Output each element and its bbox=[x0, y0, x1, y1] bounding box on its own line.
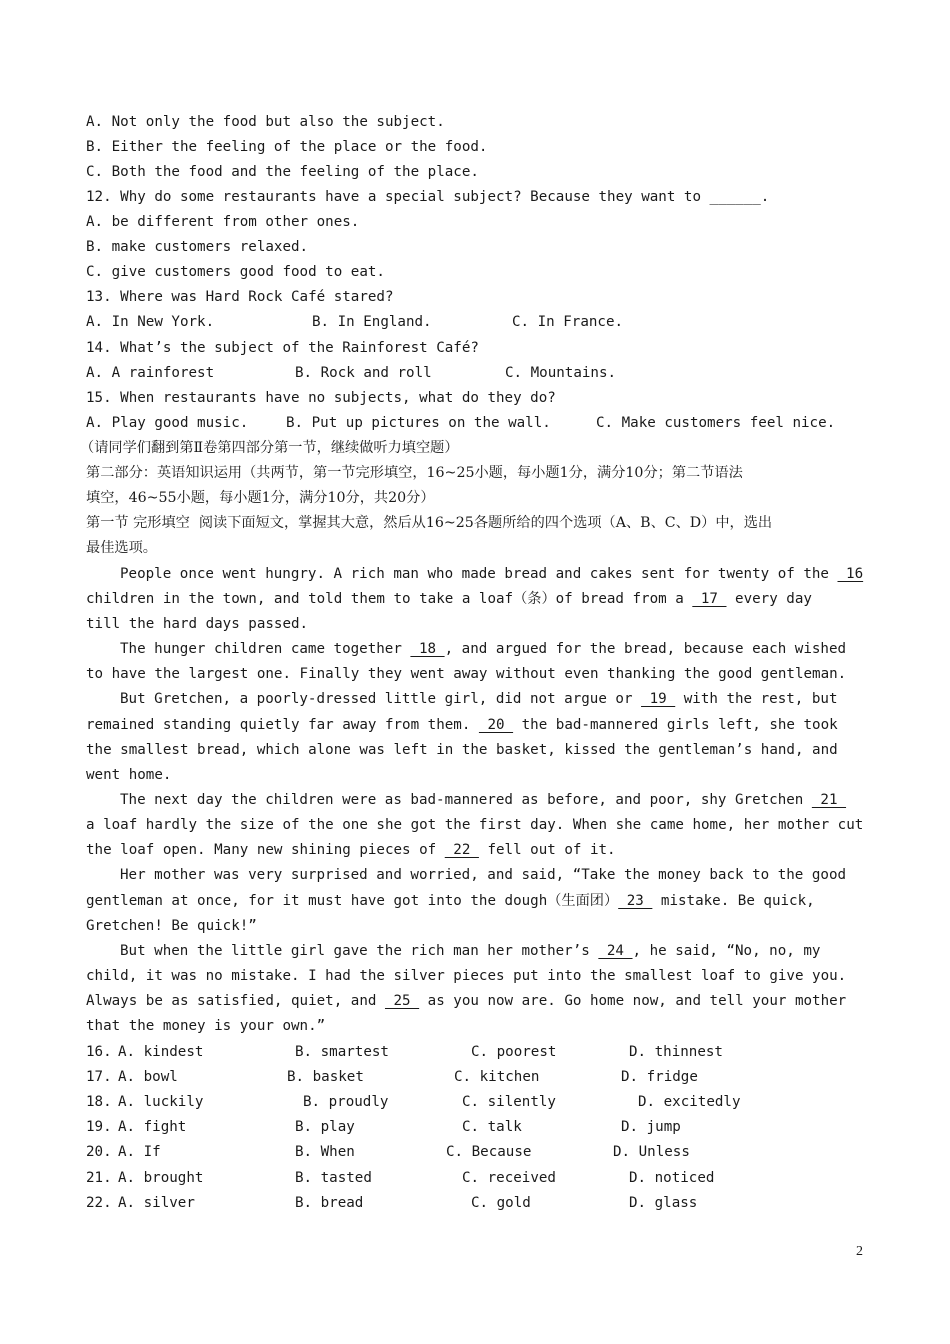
q15-stem: 15. When restaurants have no subjects, what do they do? bbox=[86, 390, 556, 406]
passage-line: the loaf open. Many new shining pieces of 22 fell out of it. bbox=[86, 842, 616, 858]
choice-option-d: D. noticed bbox=[629, 1170, 715, 1186]
q14-option-b: B. Rock and roll bbox=[295, 365, 432, 381]
q11-option-b: B. Either the feeling of the place or the food. bbox=[86, 139, 488, 155]
blank-22: 22 bbox=[444, 842, 479, 858]
passage-line: gentleman at once, for it must have got into the dough（生面团） 23 mistake. Be quick, bbox=[86, 893, 815, 909]
q12-option-c: C. give customers good food to eat. bbox=[86, 264, 385, 280]
choice-option-b: B. bread bbox=[295, 1195, 364, 1211]
blank-19: 19 bbox=[641, 691, 676, 707]
choice-option-a: A. fight bbox=[118, 1119, 187, 1135]
blank-21: 21 bbox=[811, 792, 847, 808]
q14-option-a: A. A rainforest bbox=[86, 365, 215, 381]
choice-option-a: A. luckily bbox=[118, 1094, 204, 1110]
choice-option-d: D. jump bbox=[621, 1119, 681, 1135]
q13-option-b: B. In England. bbox=[312, 314, 432, 330]
q12-stem: 12. Why do some restaurants have a special subject? Because they want to ______. bbox=[86, 189, 770, 205]
passage-line: went home. bbox=[86, 767, 172, 783]
choice-option-a: A. brought bbox=[118, 1170, 204, 1186]
passage-line: till the hard days passed. bbox=[86, 616, 309, 632]
choice-option-b: B. tasted bbox=[295, 1170, 372, 1186]
choice-option-c: C. poorest bbox=[471, 1044, 557, 1060]
choice-option-b: B. smartest bbox=[295, 1044, 389, 1060]
choice-option-c: C. talk bbox=[462, 1119, 522, 1135]
choice-option-c: C. received bbox=[462, 1170, 556, 1186]
passage-line: The hunger children came together 18 , and argued for the bread, because each wished bbox=[120, 641, 847, 657]
passage-line: But when the little girl gave the rich man her mother’s 24 , he said, “No, no, my bbox=[120, 943, 821, 959]
passage-line: to have the largest one. Finally they went away without even thanking the good gentleman. bbox=[86, 666, 847, 682]
choice-number: 19. bbox=[86, 1119, 112, 1135]
choice-option-a: A. bowl bbox=[118, 1069, 178, 1085]
q11-option-c: C. Both the food and the feeling of the place. bbox=[86, 164, 479, 180]
choice-number: 20. bbox=[86, 1144, 112, 1160]
passage-line: remained standing quietly far away from them. 20 the bad-mannered girls left, she took bbox=[86, 717, 838, 733]
page-number: 2 bbox=[856, 1244, 863, 1259]
q14-stem: 14. What’s the subject of the Rainforest Café? bbox=[86, 340, 479, 356]
passage-line: that the money is your own.” bbox=[86, 1018, 326, 1034]
choice-option-d: D. fridge bbox=[621, 1069, 698, 1085]
passage-line: Always be as satisfied, quiet, and 25 as you now are. Go home now, and tell your mother bbox=[86, 993, 847, 1009]
choice-number: 16. bbox=[86, 1044, 112, 1060]
passage-line: Gretchen! Be quick!” bbox=[86, 918, 257, 934]
choice-option-b: B. When bbox=[295, 1144, 355, 1160]
choice-option-b: B. basket bbox=[287, 1069, 364, 1085]
passage-line: But Gretchen, a poorly-dressed little girl, did not argue or 19 with the rest, but bbox=[120, 691, 838, 707]
q12-option-a: A. be different from other ones. bbox=[86, 214, 360, 230]
q15-option-b: B. Put up pictures on the wall. bbox=[286, 415, 551, 431]
choice-option-b: B. play bbox=[295, 1119, 355, 1135]
choice-option-b: B. proudly bbox=[303, 1094, 389, 1110]
q15-option-a: A. Play good music. bbox=[86, 415, 249, 431]
passage-line: Her mother was very surprised and worried, and said, “Take the money back to the good bbox=[120, 867, 847, 883]
listening-notice: （请同学们翻到第Ⅱ卷第四部分第一节，继续做听力填空题） bbox=[80, 440, 459, 456]
choice-option-a: A. kindest bbox=[118, 1044, 204, 1060]
choice-option-d: D. glass bbox=[629, 1195, 698, 1211]
passage-line: a loaf hardly the size of the one she got the first day. When she came home, her mother cut bbox=[86, 817, 864, 833]
choice-number: 17. bbox=[86, 1069, 112, 1085]
choice-number: 21. bbox=[86, 1170, 112, 1186]
blank-24: 24 bbox=[598, 943, 633, 959]
blank-17: 17 bbox=[692, 591, 727, 607]
part2-heading-line1: 第二部分：英语知识运用（共两节，第一节完形填空，16~25小题，每小题1分，满分10分；第二节语法 bbox=[86, 465, 743, 481]
choice-option-c: C. gold bbox=[471, 1195, 531, 1211]
passage-line: the smallest bread, which alone was left in the basket, kissed the gentleman’s hand, and bbox=[86, 742, 838, 758]
choice-option-a: A. silver bbox=[118, 1195, 195, 1211]
section1-instructions-line1: 第一节 完形填空 阅读下面短文，掌握其大意，然后从16~25各题所给的四个选项（A、B、C、D）中，选出 bbox=[86, 515, 773, 531]
choice-number: 22. bbox=[86, 1195, 112, 1211]
passage-line: child, it was no mistake. I had the silver pieces put into the smallest loaf to give you. bbox=[86, 968, 847, 984]
choice-number: 18. bbox=[86, 1094, 112, 1110]
q11-option-a: A. Not only the food but also the subject. bbox=[86, 114, 445, 130]
choice-option-a: A. If bbox=[118, 1144, 161, 1160]
blank-16: 16 bbox=[837, 566, 864, 582]
section1-instructions-line2: 最佳选项。 bbox=[86, 540, 157, 556]
choice-option-c: C. Because bbox=[446, 1144, 532, 1160]
blank-23: 23 bbox=[618, 893, 653, 909]
blank-20: 20 bbox=[478, 717, 514, 733]
passage-line: People once went hungry. A rich man who made bread and cakes sent for twenty of the 16 bbox=[120, 566, 864, 582]
blank-25: 25 bbox=[384, 993, 420, 1009]
passage-line: The next day the children were as bad-mannered as before, and poor, shy Gretchen 21 bbox=[120, 792, 847, 808]
choice-option-d: D. excitedly bbox=[638, 1094, 741, 1110]
blank-18: 18 bbox=[410, 641, 445, 657]
part2-heading-line2: 填空，46~55小题，每小题1分，满分10分，共20分） bbox=[86, 490, 435, 506]
q15-option-c: C. Make customers feel nice. bbox=[596, 415, 836, 431]
q13-stem: 13. Where was Hard Rock Café stared? bbox=[86, 289, 394, 305]
choice-option-c: C. silently bbox=[462, 1094, 556, 1110]
q13-option-c: C. In France. bbox=[512, 314, 624, 330]
q12-option-b: B. make customers relaxed. bbox=[86, 239, 309, 255]
choice-option-d: D. Unless bbox=[613, 1144, 690, 1160]
q13-option-a: A. In New York. bbox=[86, 314, 215, 330]
choice-option-c: C. kitchen bbox=[454, 1069, 540, 1085]
q14-option-c: C. Mountains. bbox=[505, 365, 617, 381]
choice-option-d: D. thinnest bbox=[629, 1044, 723, 1060]
passage-line: children in the town, and told them to take a loaf（条）of bread from a 17 every day bbox=[86, 591, 812, 607]
